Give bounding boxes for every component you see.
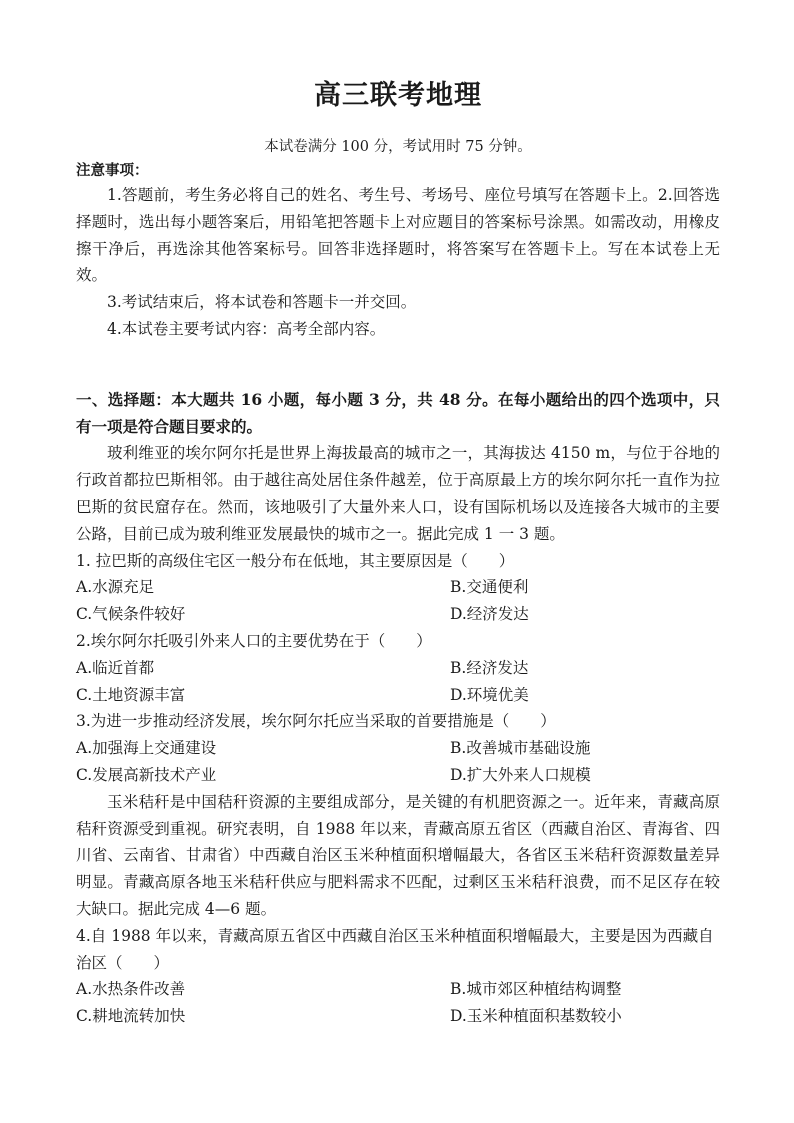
options-grid <box>76 735 720 789</box>
option-c: C.耕地流转加快 <box>76 1007 186 1026</box>
passage-1: 玻利维亚的埃尔阿尔托是世界上海拔最高的城市之一，其海拔达 4150 m，与位于谷地的行政首都拉巴斯相邻。由于越往高处居住条件越差，位于高原最上方的埃尔阿尔托一直作为拉巴斯的贫民窟存在。然而，该地吸引了大量外来人口，设有国际机场以及连接各大城市的主要公路，目前已成为玻利维亚发展最快的城市之一。据此完成 1 一 3 题。 <box>76 444 720 543</box>
option-c: C.气候条件较好 <box>76 605 186 624</box>
notice-item-1: 1.答题前，考生务必将自己的姓名、考生号、考场号、座位号填写在答题卡上。2.回答选择题时，选出每小题答案后，用铅笔把答题卡上对应题目的答案标号涂黑。如需改动，用橡皮擦干净后，再选涂其他答案标号。回答非选择题时，将答案写在答题卡上。写在本试卷上无效。 <box>76 186 720 285</box>
question-2 <box>76 628 720 708</box>
question-3 <box>76 708 720 788</box>
option-c: C.土地资源丰富 <box>76 685 186 704</box>
option-d: D.环境优美 <box>450 685 529 704</box>
question-stem: 3.为进一步推动经济发展，埃尔阿尔托应当采取的首要措施是（ ） <box>76 712 556 731</box>
section-choice <box>76 387 720 1030</box>
option-d: D.扩大外来人口规模 <box>450 765 591 784</box>
question-4 <box>76 923 720 1030</box>
passage-2: 玉米秸秆是中国秸秆资源的主要组成部分，是关键的有机肥资源之一。近年来，青藏高原秸秆资源受到重视。研究表明，自 1988 年以来，青藏高原五省区（西藏自治区、青海省、四川省、云南省、甘肃省）中西藏自治区玉米种植面积增幅最大，各省区玉米秸秆资源数量差异明显。青藏高原各地玉米秸秆供应与肥料需求不匹配，过剩区玉米秸秆浪费，而不足区存在较大缺口。据此完成 4—6 题。 <box>76 792 720 918</box>
notice-block <box>76 160 720 343</box>
option-d: D.经济发达 <box>450 605 529 624</box>
exam-subtitle: 本试卷满分 100 分，考试用时 75 分钟。 <box>264 139 532 155</box>
option-a: A.水源充足 <box>76 578 155 597</box>
option-a: A.水热条件改善 <box>76 980 186 999</box>
question-stem: 2.埃尔阿尔托吸引外来人口的主要优势在于（ ） <box>76 631 432 650</box>
options-grid <box>76 574 720 628</box>
option-b: B.城市郊区种植结构调整 <box>450 980 622 999</box>
option-b: B.交通便利 <box>450 578 529 597</box>
notice-item-3: 4.本试卷主要考试内容：高考全部内容。 <box>107 319 386 338</box>
exam-page <box>76 78 720 1030</box>
question-1 <box>76 548 720 628</box>
option-b: B.经济发达 <box>450 658 529 677</box>
section-heading: 一、选择题：本大题共 16 小题，每小题 3 分，共 48 分。在每小题给出的四个选项中，只有一项是符合题目要求的。 <box>76 389 720 436</box>
notice-item-2: 3.考试结束后，将本试卷和答题卡一并交回。 <box>107 293 417 312</box>
option-a: A.加强海上交通建设 <box>76 739 217 758</box>
option-d: D.玉米种植面积基数较小 <box>450 1007 622 1026</box>
option-c: C.发展高新技术产业 <box>76 765 217 784</box>
page-title: 高三联考地理 <box>314 80 482 111</box>
question-stem: 1. 拉巴斯的高级住宅区一般分布在低地，其主要原因是（ ） <box>76 551 515 570</box>
spacer <box>76 343 720 387</box>
notice-heading: 注意事项： <box>76 162 149 179</box>
question-stem: 4.自 1988 年以来，青藏高原五省区中西藏自治区玉米种植面积增幅最大，主要是因为西藏自治区（ ） <box>76 926 714 972</box>
option-a: A.临近首都 <box>76 658 155 677</box>
option-b: B.改善城市基础设施 <box>450 739 591 758</box>
options-grid <box>76 655 720 709</box>
options-grid <box>76 976 720 1030</box>
